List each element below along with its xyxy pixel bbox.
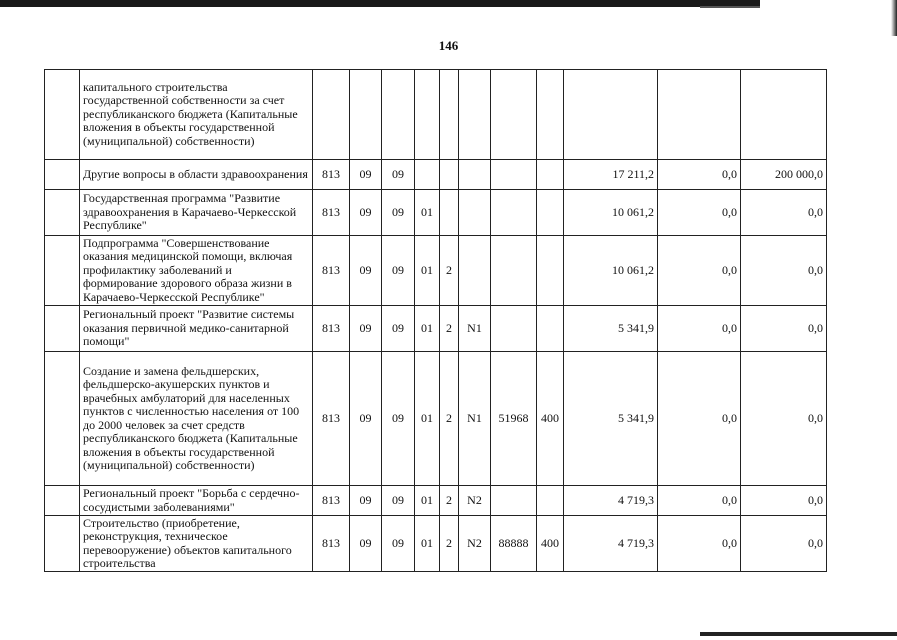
cell-subprogram: 2 [440, 236, 459, 306]
cell-name: Строительство (приобретение, реконструкция, техническое перевооружение) объектов капитального строительства [80, 516, 313, 572]
cell-ved: 813 [313, 160, 350, 190]
cell-blank [45, 70, 80, 160]
scan-edge-right [891, 0, 897, 36]
cell-sum-year2: 0,0 [658, 352, 741, 486]
cell-name: Региональный проект "Развитие системы оказания первичной медико-санитарной помощи" [80, 306, 313, 352]
cell-podrazdel: 09 [382, 236, 415, 306]
cell-ved: 813 [313, 486, 350, 516]
cell-sum-year3: 0,0 [741, 236, 827, 306]
cell-razdel: 09 [350, 190, 382, 236]
cell-expense-type: 400 [537, 352, 564, 486]
cell-sum-year3: 0,0 [741, 516, 827, 572]
cell-razdel: 09 [350, 160, 382, 190]
cell-podrazdel: 09 [382, 352, 415, 486]
scan-edge-bottom [700, 632, 897, 636]
cell-subprogram: 2 [440, 516, 459, 572]
cell-project [459, 236, 491, 306]
cell-name: Создание и замена фельдшерских, фельдшерско-акушерских пунктов и врачебных амбулаторий для населенных пунктов с численностью населения от 100 до 2000 человек за счет средств республиканского бюджета (Капитальные вложения в объекты государственной (муниципальной) собственности) [80, 352, 313, 486]
cell-direction [491, 160, 537, 190]
page-number: 146 [438, 38, 459, 53]
cell-subprogram: 2 [440, 486, 459, 516]
table-row [45, 236, 827, 306]
cell-subprogram [440, 70, 459, 160]
scan-edge-top [0, 0, 760, 7]
cell-sum-year2: 0,0 [658, 516, 741, 572]
cell-direction [491, 486, 537, 516]
cell-direction: 88888 [491, 516, 537, 572]
cell-blank [45, 352, 80, 486]
cell-program: 01 [415, 352, 440, 486]
cell-direction: 51968 [491, 352, 537, 486]
cell-subprogram: 2 [440, 306, 459, 352]
cell-podrazdel: 09 [382, 486, 415, 516]
cell-razdel: 09 [350, 486, 382, 516]
cell-sum-year1 [564, 70, 658, 160]
cell-ved: 813 [313, 190, 350, 236]
table-row [45, 516, 827, 572]
table-row [45, 486, 827, 516]
cell-project [459, 190, 491, 236]
table-row [45, 160, 827, 190]
cell-subprogram [440, 160, 459, 190]
cell-direction [491, 190, 537, 236]
cell-program: 01 [415, 486, 440, 516]
cell-sum-year2: 0,0 [658, 486, 741, 516]
cell-expense-type [537, 236, 564, 306]
cell-ved: 813 [313, 352, 350, 486]
cell-project: N2 [459, 516, 491, 572]
cell-program [415, 160, 440, 190]
cell-name: Региональный проект "Борьба с сердечно-сосудистыми заболеваниями" [80, 486, 313, 516]
cell-name: Государственная программа "Развитие здравоохранения в Карачаево-Черкесской Республике" [80, 190, 313, 236]
cell-sum-year3 [741, 70, 827, 160]
cell-expense-type: 400 [537, 516, 564, 572]
cell-project: N1 [459, 352, 491, 486]
cell-blank [45, 160, 80, 190]
cell-name: Другие вопросы в области здравоохранения [80, 160, 313, 190]
table-row [45, 70, 827, 160]
cell-expense-type [537, 190, 564, 236]
cell-sum-year2 [658, 70, 741, 160]
cell-blank [45, 236, 80, 306]
cell-razdel: 09 [350, 516, 382, 572]
cell-expense-type [537, 306, 564, 352]
cell-project: N2 [459, 486, 491, 516]
table-row [45, 352, 827, 486]
cell-sum-year1: 5 341,9 [564, 306, 658, 352]
cell-ved: 813 [313, 306, 350, 352]
cell-podrazdel: 09 [382, 516, 415, 572]
cell-program: 01 [415, 306, 440, 352]
cell-sum-year1: 10 061,2 [564, 236, 658, 306]
cell-ved: 813 [313, 236, 350, 306]
cell-blank [45, 190, 80, 236]
cell-podrazdel: 09 [382, 306, 415, 352]
scan-edge-top-thin [700, 6, 760, 8]
cell-podrazdel: 09 [382, 160, 415, 190]
cell-project: N1 [459, 306, 491, 352]
cell-sum-year3: 0,0 [741, 486, 827, 516]
cell-program [415, 70, 440, 160]
cell-blank [45, 486, 80, 516]
cell-sum-year3: 0,0 [741, 352, 827, 486]
cell-sum-year2: 0,0 [658, 236, 741, 306]
cell-project [459, 160, 491, 190]
cell-direction [491, 70, 537, 160]
cell-podrazdel [382, 70, 415, 160]
cell-ved [313, 70, 350, 160]
cell-subprogram: 2 [440, 352, 459, 486]
cell-sum-year3: 0,0 [741, 306, 827, 352]
cell-sum-year1: 17 211,2 [564, 160, 658, 190]
cell-ved: 813 [313, 516, 350, 572]
table-row [45, 306, 827, 352]
cell-direction [491, 236, 537, 306]
cell-sum-year2: 0,0 [658, 190, 741, 236]
cell-subprogram [440, 190, 459, 236]
cell-name: Подпрограмма "Совершенствование оказания медицинской помощи, включая профилактику заболеваний и формирование здорового образа жизни в Карачаево-Черкесской Республике" [80, 236, 313, 306]
cell-project [459, 70, 491, 160]
cell-expense-type [537, 70, 564, 160]
budget-table [44, 69, 827, 572]
cell-blank [45, 516, 80, 572]
cell-sum-year2: 0,0 [658, 306, 741, 352]
cell-razdel: 09 [350, 306, 382, 352]
cell-direction [491, 306, 537, 352]
cell-expense-type [537, 486, 564, 516]
table-row [45, 190, 827, 236]
cell-program: 01 [415, 516, 440, 572]
cell-sum-year1: 4 719,3 [564, 486, 658, 516]
cell-program: 01 [415, 190, 440, 236]
cell-podrazdel: 09 [382, 190, 415, 236]
cell-name: капитального строительства государственной собственности за счет республиканского бюджета (Капитальные вложения в объекты государственной (муниципальной) собственности) [80, 70, 313, 160]
cell-sum-year3: 200 000,0 [741, 160, 827, 190]
cell-program: 01 [415, 236, 440, 306]
cell-sum-year1: 4 719,3 [564, 516, 658, 572]
cell-sum-year1: 10 061,2 [564, 190, 658, 236]
cell-blank [45, 306, 80, 352]
cell-expense-type [537, 160, 564, 190]
cell-razdel [350, 70, 382, 160]
cell-sum-year1: 5 341,9 [564, 352, 658, 486]
cell-razdel: 09 [350, 236, 382, 306]
cell-sum-year3: 0,0 [741, 190, 827, 236]
cell-sum-year2: 0,0 [658, 160, 741, 190]
cell-razdel: 09 [350, 352, 382, 486]
